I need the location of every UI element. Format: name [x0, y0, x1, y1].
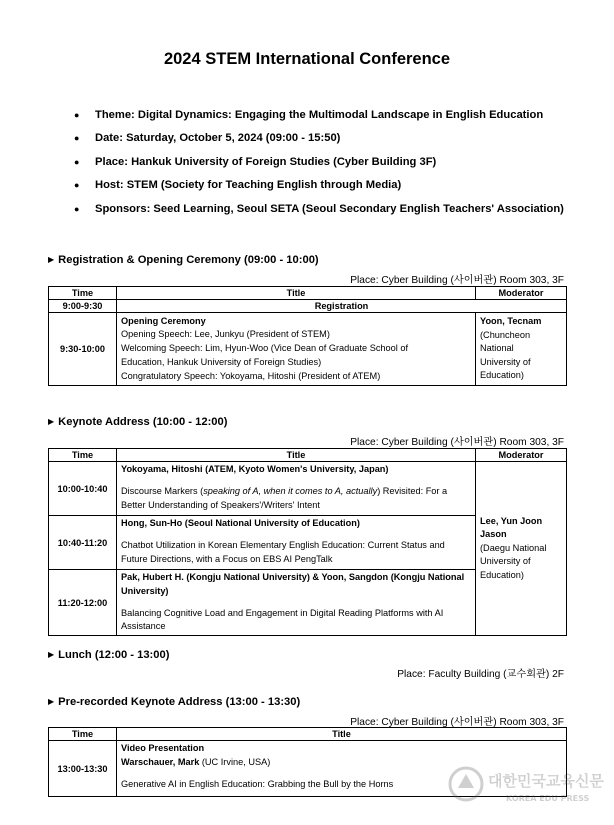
place-prerecorded: Place: Cyber Building (사이버관) Room 303, 3F	[350, 717, 564, 728]
moderator-affiliation: (Chuncheon	[480, 329, 531, 340]
triangle-bullet-icon: ▶	[48, 650, 55, 659]
section-heading-lunch: ▶ Lunch (12:00 - 13:00)	[48, 649, 170, 661]
info-host: ● Host: STEM (Society for Teaching English through Media)	[76, 176, 596, 199]
speaker: Warschauer, Mark (UC Irvine, USA)	[121, 756, 271, 767]
moderator-name: Lee, Yun Joon	[480, 515, 543, 526]
speaker: Pak, Hubert H. (Kongju National University) & Yoon, Sangdon (Kongju National University)	[121, 572, 465, 596]
row-time: 9:00-9:30	[49, 300, 117, 313]
speaker: Hong, Sun-Ho (Seoul National University of Education)	[121, 518, 360, 528]
triangle-bullet-icon: ▶	[48, 417, 55, 426]
svg-text:KOREA EDU PRESS: KOREA EDU PRESS	[506, 794, 590, 803]
moderator-name: Yoon, Tecnam	[480, 316, 542, 327]
moderator-affiliation: (Daegu National	[480, 542, 547, 553]
talk-title: Balancing Cognitive Load and Engagement in Digital Reading Platforms with AI Assistance	[121, 607, 444, 632]
table-header-row	[49, 728, 567, 741]
table-row	[49, 300, 567, 313]
row-title	[117, 570, 476, 636]
talk-title: Generative AI in English Education: Grabbing the Bull by the Horns	[121, 778, 394, 789]
row-title	[117, 516, 476, 570]
registration-table	[48, 286, 567, 386]
info-sponsors: ● Sponsors: Seed Learning, Seoul SETA (Seoul Secondary English Teachers' Association)	[76, 200, 596, 223]
header-title: Title	[117, 287, 476, 300]
row-title	[117, 462, 476, 516]
header-moderator: Moderator	[476, 287, 567, 300]
section-heading-prerecorded: ▶ Pre-recorded Keynote Address (13:00 - 13:30)	[48, 696, 301, 708]
table-row	[49, 462, 567, 516]
row-title	[117, 313, 476, 386]
table-row	[49, 313, 567, 386]
row-time: 13:00-13:30	[49, 741, 117, 797]
section-heading-registration: ▶ Registration & Opening Ceremony (09:00 - 10:00)	[48, 254, 319, 266]
moderator-affiliation: Education)	[480, 370, 524, 381]
moderator-name: Jason	[480, 529, 507, 540]
talk-title: Chatbot Utilization in Korean Elementary English Education: Current Status and Future Directions, with a Focus on EBS AI PengTalk	[121, 539, 445, 564]
conference-title: 2024 STEM International Conference	[163, 50, 451, 68]
row-moderator	[476, 313, 567, 386]
row-time: 10:40-11:20	[49, 516, 117, 570]
press-logo-icon	[446, 760, 606, 808]
table-header-row	[49, 449, 567, 462]
section-heading-keynote: ▶ Keynote Address (10:00 - 12:00)	[48, 416, 228, 428]
triangle-bullet-icon: ▶	[48, 697, 55, 706]
presentation-label: Video Presentation	[121, 743, 205, 753]
session-name: Opening Ceremony	[121, 315, 206, 326]
speech-line: Congratulatory Speech: Yokoyama, Hitoshi (President of ATEM)	[121, 370, 381, 381]
moderator-affiliation: National	[480, 343, 514, 354]
row-moderator	[476, 462, 567, 636]
keynote-table	[48, 448, 567, 636]
info-place: ● Place: Hankuk University of Foreign Studies (Cyber Building 3F)	[76, 153, 596, 176]
place-keynote: Place: Cyber Building (사이버관) Room 303, 3F	[350, 437, 564, 448]
speech-line: Opening Speech: Lee, Junkyu (President of STEM)	[121, 329, 330, 340]
triangle-bullet-icon: ▶	[48, 255, 55, 264]
header-time: Time	[49, 728, 117, 741]
place-registration: Place: Cyber Building (사이버관) Room 303, 3F	[350, 275, 564, 286]
header-time: Time	[49, 449, 117, 462]
info-theme: ● Theme: Digital Dynamics: Engaging the Multimodal Landscape in English Education	[76, 106, 596, 129]
table-header-row	[49, 287, 567, 300]
speech-line: Education, Hankuk University of Foreign Studies)	[121, 356, 322, 367]
row-time: 11:20-12:00	[49, 570, 117, 636]
row-title: Registration	[117, 300, 567, 313]
info-date: ● Date: Saturday, October 5, 2024 (09:00 - 15:50)	[76, 129, 596, 152]
speech-line: Welcoming Speech: Lim, Hyun-Woo (Vice Dean of Graduate School of	[121, 343, 409, 354]
header-moderator: Moderator	[476, 449, 567, 462]
moderator-affiliation: University of	[480, 356, 531, 367]
moderator-affiliation: Education)	[480, 569, 524, 580]
conference-info-list	[76, 106, 596, 223]
svg-text:대한민국교육신문: 대한민국교육신문	[488, 772, 604, 790]
header-time: Time	[49, 287, 117, 300]
row-time: 9:30-10:00	[49, 313, 117, 386]
moderator-affiliation: University of	[480, 556, 531, 567]
row-time: 10:00-10:40	[49, 462, 117, 516]
press-watermark	[446, 760, 606, 813]
header-title: Title	[117, 449, 476, 462]
speaker: Yokoyama, Hitoshi (ATEM, Kyoto Women's University, Japan)	[121, 464, 389, 474]
talk-title: Discourse Markers (speaking of A, when it comes to A, actually) Revisited: For a Better Understanding of Speakers'/Writers' Intent	[121, 485, 448, 510]
place-lunch: Place: Faculty Building (교수회관) 2F	[397, 669, 564, 680]
header-title: Title	[117, 728, 567, 741]
